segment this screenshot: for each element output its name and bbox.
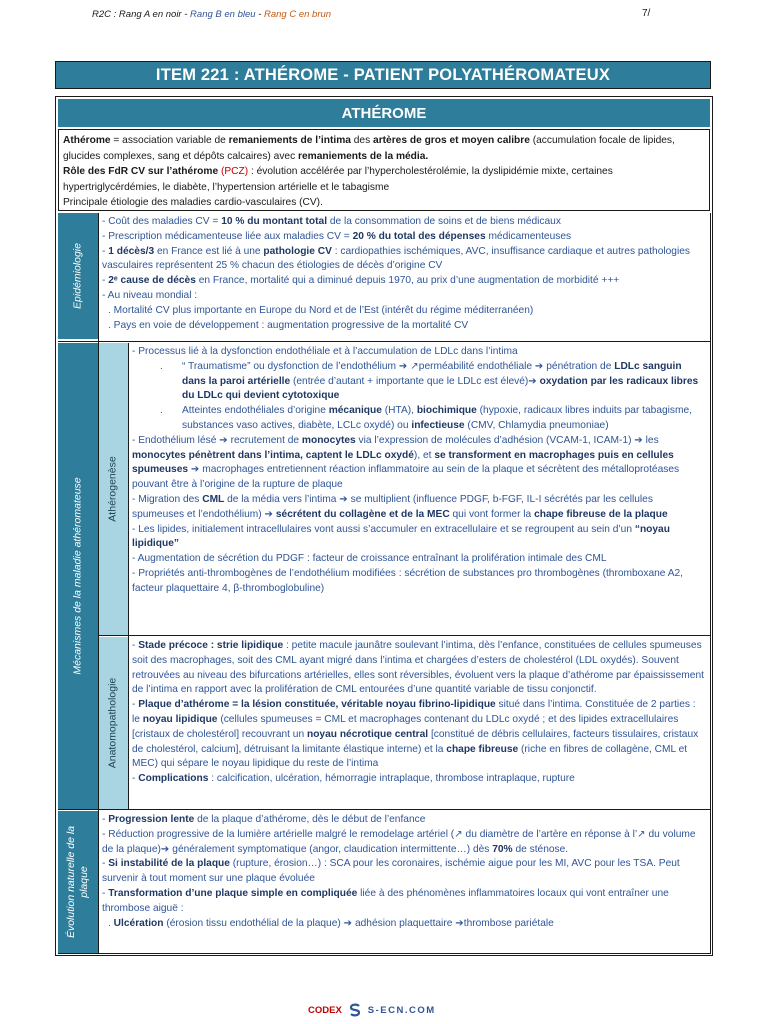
column-divider xyxy=(710,213,711,953)
risk-factor-line xyxy=(63,164,705,195)
list-item: - Si instabilité de la plaque (rupture, érosion…) : SCA pour les coronaires, ischémie aigue pour les MI, AVC pour les TSA. Peut survenir à tout moment sur une plaque évoluée xyxy=(102,858,680,885)
section-title: ATHÉROME xyxy=(58,99,710,127)
row-divider xyxy=(58,809,710,810)
list-item: - Transformation d’une plaque simple en compliquée liée à des phénomènes inflammatoires locaux qui vont entraîner une thrombose aiguë : xyxy=(102,887,669,914)
label-anatomopathologie xyxy=(98,637,128,809)
definition-box xyxy=(58,129,710,211)
list-item: - Prescription médicamenteuse liée aux maladies CV = 20 % du total des dépenses médicamenteuses xyxy=(102,230,572,242)
text: : évolution accélérée par l’hypercholestérolémie, la dyslipidémie mixte, certaines hypertriglycérdémies, le diabète, l’hypertension artérielle et le tabagisme xyxy=(63,166,613,193)
label-text: Mécanismes de la maladie athéromateuse xyxy=(71,477,84,675)
rank-legend xyxy=(92,9,331,20)
rank-a-label: R2C : Rang A en noir xyxy=(92,9,182,20)
list-item: - 2ᵉ cause de décès en France, mortalité qui a diminué depuis 1970, au prix d’une augmentation de morbidité +++ xyxy=(102,275,620,287)
row-divider xyxy=(58,341,710,342)
label-evolution xyxy=(58,811,98,953)
text: (accumulation focale de lipides, glucides complexes, sang et dépôts calcaires) avec xyxy=(63,135,675,162)
list-item: . Mortalité CV plus importante en Europe du Nord et de l’Est (intérêt du régime méditerranéen) xyxy=(108,304,534,316)
list-item: - 1 décès/3 en France est lié à une pathologie CV : cardiopathies ischémiques, AVC, insuffisance cardiaque et autres pathologies vasculaires représentent 25 % chacun des étiologies de décès d’origine CV xyxy=(102,245,690,272)
separator: - xyxy=(255,9,264,20)
label-atherogenese xyxy=(98,343,128,635)
label-text: Évolution naturelle de la plaque xyxy=(65,825,90,939)
rank-c-label: Rang C en brun xyxy=(264,9,332,20)
list-item: - Processus lié à la dysfonction endothéliale et à l’accumulation de LDLc dans l’intima xyxy=(132,346,518,357)
row-divider xyxy=(98,635,710,636)
text: = association variable de xyxy=(110,135,229,146)
label-mecanismes xyxy=(58,343,98,809)
list-item: - Plaque d’athérome = la lésion constituée, véritable noyau fibrino-lipidique situé dans l’intima. Constituée de 2 parties : le noyau lipidique (cellules spumeuses = CML et macrophages contenant du LDLc oxydé ; et des lipides extracellulaires [cristaux de cholestérol] recouvrant un noyau nécrotique central [constitué de débris cellulaires, facteurs tissulaires, cristaux de cholestérol, calcium], détruisant la limitante élastique interne) et la chape fibreuse (riche en fibres de collagène, CML et MEC) qui sépare le noyau lipidique du reste de l’intima xyxy=(132,699,699,770)
list-item: - Endothélium lésé ➔ recrutement de monocytes via l’expression de molécules d’adhésion (VCAM-1, ICAM-1) ➔ les monocytes pénètrent dans l’intima, captent le LDLc oxydé), et se transforment en macrophages puis en cellules spumeuses ➔ macrophages entretiennent réaction inflammatoire au sein de la plaque et sécrètent des métalloprotéases pouvant être à l’origine de la rupture de plaque xyxy=(132,434,680,491)
evolution-cell xyxy=(98,811,710,953)
list-item: - Réduction progressive de la lumière artérielle malgré le remodelage artériel (↗ du diamètre de l’artère en réponse à l’↗ du volume de la plaque)➔ généralement symptomatique (angor, claudication intermittente…) dès 70% de sténose. xyxy=(102,828,696,855)
rank-b-label: Rang B en bleu xyxy=(190,9,256,20)
column-divider xyxy=(128,343,129,809)
term: Athérome xyxy=(63,135,111,146)
label-epidemiologie xyxy=(58,213,98,339)
label-text: Epidémiologie xyxy=(71,243,84,309)
list-item: . Atteintes endothéliales d’origine mécanique (HTA), biochimique (hypoxie, radicaux libres induits par tabagisme, substances vaso actives, diabète, LCLc oxydé) ou infectieuse (CMV, Chlamydia pneumoniae) xyxy=(160,405,693,431)
row-divider xyxy=(58,953,711,954)
page-number: 7/ xyxy=(642,8,651,19)
list-item: - Coût des maladies CV = 10 % du montant total de la consommation de soins et de biens médicaux xyxy=(102,216,561,227)
column-divider xyxy=(98,213,99,953)
list-item: - Complications : calcification, ulcération, hémorragie intraplaque, thrombose intraplaque, rupture xyxy=(132,773,575,785)
term: Rôle des FdR CV sur l’athérome xyxy=(63,166,219,178)
pcz-tag: (PCZ) xyxy=(218,166,249,178)
definition-line xyxy=(63,133,705,164)
text: des xyxy=(350,135,374,146)
page-title: ITEM 221 : ATHÉROME - PATIENT POLYATHÉROMATEUX xyxy=(55,61,711,89)
term: artères de gros et moyen calibre xyxy=(373,135,530,146)
list-item: . Pays en voie de développement : augmentation progressive de la mortalité CV xyxy=(108,319,469,331)
footer-logo xyxy=(308,1003,436,1017)
list-item: . “ Traumatisme” ou dysfonction de l’endothélium ➔ ↗perméabilité endothéliale ➔ pénétration de LDLc sanguin dans la paroi artérielle (entrée d’autant + importante que le LDLc est élevé)➔ oxydation par les radicaux libres du LDLc qui devient cytotoxique xyxy=(160,360,699,402)
label-text: Athérogenèse xyxy=(106,456,119,522)
s-logo-icon xyxy=(348,1003,362,1017)
list-item: - Progression lente de la plaque d’athérome, dès le début de l’enfance xyxy=(102,814,426,825)
list-item: - Augmentation de sécrétion du PDGF : facteur de croissance entraînant la prolifération intimale des CML xyxy=(132,553,607,565)
anatomopathologie-cell xyxy=(128,637,710,809)
list-item: - Propriétés anti-thrombogènes de l’endothélium modifiées : sécrétion de substances pro thrombogènes (thromboxane A2, facteur plaquettaire 4, β-thromboglobuline) xyxy=(132,567,683,594)
epidemiologie-cell xyxy=(98,213,710,341)
site-label: S-ECN.COM xyxy=(367,1004,436,1016)
separator: - xyxy=(181,9,191,20)
content-frame xyxy=(55,96,713,956)
codex-label: CODEX xyxy=(308,1004,342,1016)
list-item: - Stade précoce : strie lipidique : petite macule jaunâtre soulevant l’intima, dès l’enfance, constituées de cellules spumeuses soit des macrophages, soit des CML ayant migré dans l’intima et chargées d’esters de cholestérol (LDL oxydés). Souvent retrouvées au niveau des bifurcations artérielles, elles sont réversibles, évoluent vers la plaque d’athérome par épaississement de l’intima en rapport avec la prolifération de CML entourées d’une quantité variable de tissu conjonctif. xyxy=(132,640,704,696)
list-item: - Les lipides, initialement intracellulaires vont aussi s’accumuler en extracellulaire et se regroupent au sein d’un “noyau lipidique” xyxy=(132,523,670,550)
atherogenese-cell xyxy=(128,343,710,635)
etiology-line: Principale étiologie des maladies cardio-vasculaires (CV). xyxy=(63,197,323,209)
list-item: . Ulcération (érosion tissu endothélial de la plaque) ➔ adhésion plaquettaire ➔thrombose pariétale xyxy=(108,917,554,929)
term: remaniements de la média. xyxy=(298,150,429,162)
term: remaniements de l’intima xyxy=(228,135,351,146)
label-text: Anatomopathologie xyxy=(106,677,119,769)
list-item: - Au niveau mondial : xyxy=(102,289,198,301)
list-item: - Migration des CML de la média vers l’intima ➔ se multiplient (influence PDGF, b-FGF, IL-I sécrétés par les cellules spumeuses et l’endothélium) ➔ sécrétent du collagène et de la MEC qui vont former la chape fibreuse de la plaque xyxy=(132,493,668,520)
